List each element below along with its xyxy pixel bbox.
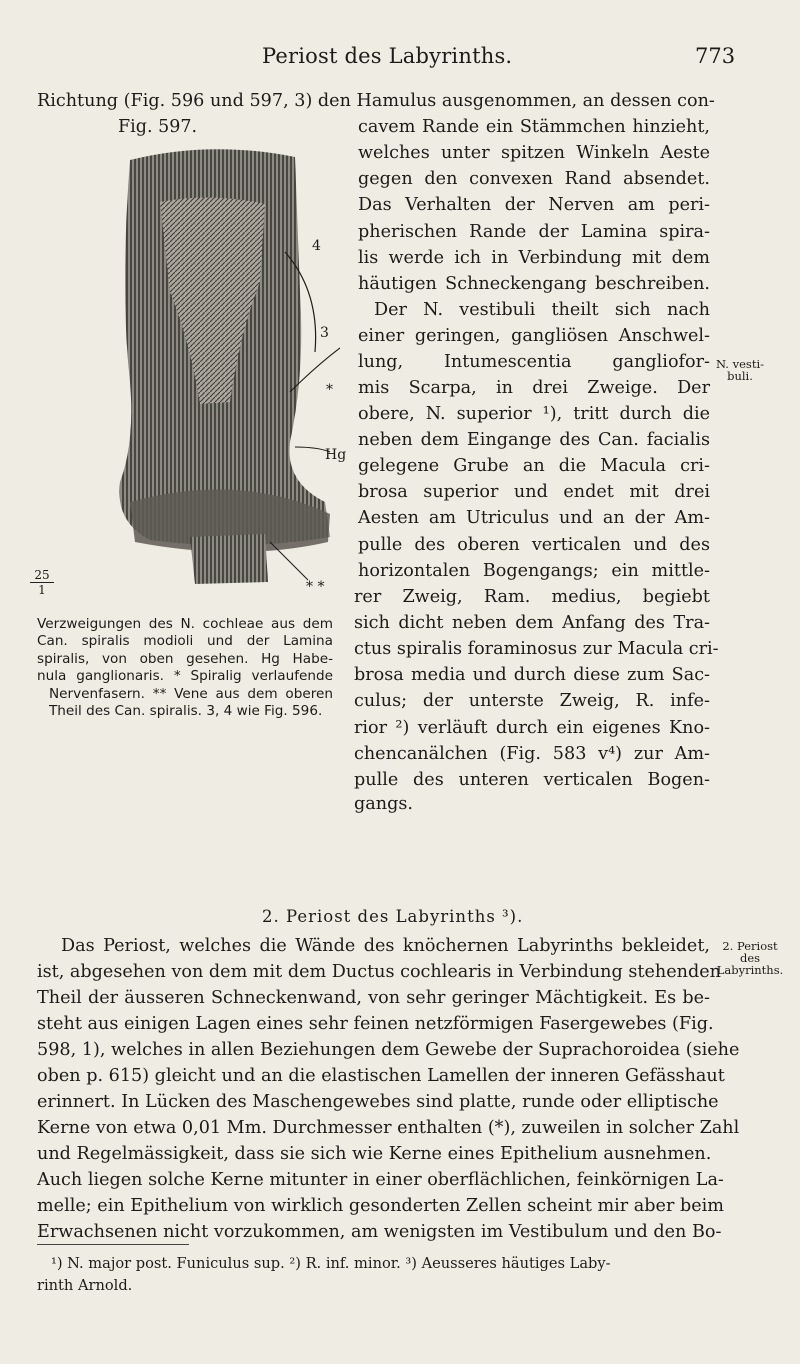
- text-line: mis Scarpa, in drei Zweige. Der: [358, 378, 710, 398]
- figure-caption: [37, 616, 333, 720]
- text-line: [354, 768, 710, 816]
- text-line: Das Verhalten der Nerven am peri-: [358, 195, 710, 215]
- text-line: erinnert. In Lücken des Maschengewebes sind platte, runde oder elliptische: [37, 1092, 719, 1112]
- text-line: lis werde ich in Verbindung mit dem: [358, 248, 710, 268]
- text-line: neben dem Eingange des Can. facialis: [358, 430, 710, 450]
- margin-note-line: des: [739, 951, 761, 965]
- figure-label: Fig. 597.: [118, 117, 198, 137]
- scale-numerator: 25: [30, 568, 54, 583]
- caption-line: spiralis, von oben gesehen. Hg Habe-: [37, 650, 333, 667]
- text-line: brosa superior und endet mit drei: [358, 482, 710, 502]
- figure-marker-4: 4: [312, 238, 321, 254]
- text-line: Aesten am Utriculus und an der Am-: [358, 508, 710, 528]
- text-line: gegen den convexen Rand absendet.: [358, 169, 710, 189]
- scale-denominator: 1: [38, 583, 46, 597]
- section-heading: 2. Periost des Labyrinths ³).: [262, 907, 524, 926]
- text-line: und Regelmässigkeit, dass sie sich wie Kerne eines Epithelium ausnehmen.: [37, 1144, 712, 1164]
- running-title: Periost des Labyrinths.: [262, 44, 513, 68]
- footnote-separator: [37, 1244, 189, 1245]
- text-line-part: pulle des unteren verticalen Bogen-: [354, 770, 710, 790]
- text-line: horizontalen Bogengangs; ein mittle-: [358, 561, 710, 581]
- text-line: chencanälchen (Fig. 583 v⁴) zur Am-: [354, 744, 710, 764]
- text-line: pulle des oberen verticalen und des: [358, 535, 710, 555]
- figure-597-illustration: [90, 142, 340, 597]
- text-line: cavem Rande ein Stämmchen hinzieht,: [358, 117, 710, 137]
- text-line: melle; ein Epithelium von wirklich gesonderten Zellen scheint mir aber beim: [37, 1196, 724, 1216]
- text-line: 598, 1), welches in allen Beziehungen dem Gewebe der Suprachoroidea (siehe: [37, 1040, 740, 1060]
- margin-note-line: buli.: [727, 369, 753, 383]
- text-line: oben p. 615) gleicht und an die elastischen Lamellen der inneren Gefässhaut: [37, 1066, 725, 1086]
- figure-marker-3: 3: [320, 325, 329, 341]
- text-line: Erwachsenen nicht vorzukommen, am wenigsten im Vestibulum und den Bo-: [37, 1222, 722, 1242]
- figure-marker-hg: Hg: [325, 447, 347, 463]
- text-line: rer Zweig, Ram. medius, begiebt: [354, 587, 710, 607]
- margin-note: [714, 358, 766, 382]
- caption-line: Can. spiralis modioli und der Lamina: [37, 633, 333, 650]
- text-line: culus; der unterste Zweig, R. infe-: [354, 691, 710, 711]
- caption-line: Verzweigungen des N. cochleae aus dem: [37, 616, 333, 632]
- text-line: Richtung (Fig. 596 und 597, 3) den Hamulus ausgenommen, an dessen con-: [37, 91, 715, 111]
- margin-note-line: 2. Periost: [722, 939, 778, 953]
- margin-note-line: N. vesti-: [715, 357, 765, 371]
- text-line: Auch liegen solche Kerne mitunter in einer oberflächlichen, feinkörnigen La-: [37, 1170, 724, 1190]
- text-line: rior ²) verläuft durch ein eigenes Kno-: [354, 718, 710, 738]
- text-line: steht aus einigen Lagen eines sehr feinen netzförmigen Fasergewebes (Fig.: [37, 1014, 714, 1034]
- caption-line: Theil des Can. spiralis. 3, 4 wie Fig. 596.: [49, 703, 323, 720]
- page-number: 773: [695, 44, 736, 68]
- caption-line: Nervenfasern. ** Vene aus dem oberen: [49, 685, 333, 702]
- margin-note: [710, 940, 790, 976]
- text-line: ctus spiralis foraminosus zur Macula cri-: [354, 639, 719, 659]
- figure-marker-double-star: * *: [306, 579, 325, 595]
- text-line: Theil der äusseren Schneckenwand, von sehr geringer Mächtigkeit. Es be-: [37, 988, 710, 1008]
- figure-marker-star: *: [326, 382, 333, 398]
- caption-line: nula ganglionaris. * Spiralig verlaufende: [37, 668, 333, 685]
- text-line: einer geringen, gangliösen Anschwel-: [358, 326, 710, 346]
- running-header: [0, 44, 800, 74]
- footnote-line: rinth Arnold.: [37, 1277, 133, 1294]
- margin-note-line: Labyrinths.: [716, 963, 784, 977]
- text-line: sich dicht neben dem Anfang des Tra-: [354, 613, 710, 633]
- text-line: ist, abgesehen von dem mit dem Ductus cochlearis in Verbindung stehenden: [37, 962, 721, 982]
- text-line: Kerne von etwa 0,01 Mm. Durchmesser enthalten (*), zuweilen in solcher Zahl: [37, 1118, 740, 1138]
- scale-fraction: [30, 568, 54, 597]
- footnote-line: ¹) N. major post. Funiculus sup. ²) R. inf. minor. ³) Aeusseres häutiges Laby-: [51, 1255, 611, 1272]
- text-line: welches unter spitzen Winkeln Aeste: [358, 143, 710, 163]
- text-line: brosa media und durch diese zum Sac-: [354, 665, 710, 685]
- text-line: häutigen Schneckengang beschreiben.: [358, 274, 710, 294]
- text-line: Das Periost, welches die Wände des knöchernen Labyrinths bekleidet,: [61, 936, 710, 956]
- text-line: gelegene Grube an die Macula cri-: [358, 456, 710, 476]
- text-line-part: gangs.: [354, 794, 413, 814]
- text-line: pherischen Rande der Lamina spira-: [358, 222, 710, 242]
- text-line: obere, N. superior ¹), tritt durch die: [358, 404, 710, 424]
- text-line: lung, Intumescentia gangliofor-: [358, 352, 710, 372]
- text-line: Der N. vestibuli theilt sich nach: [374, 300, 710, 320]
